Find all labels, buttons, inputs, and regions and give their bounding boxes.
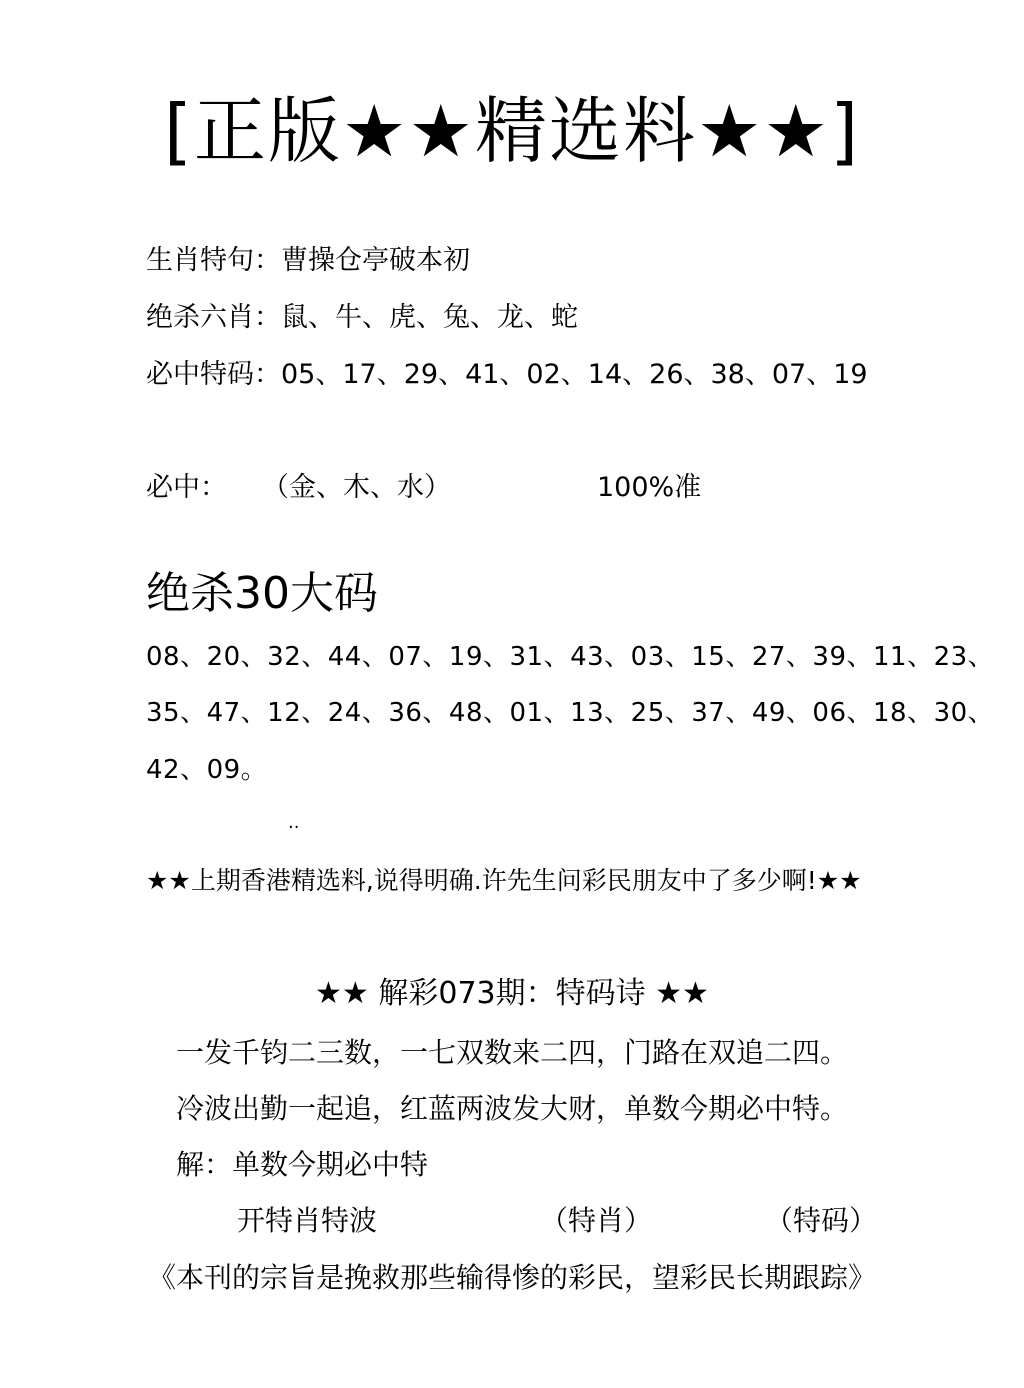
- accuracy-badge: 100%准: [597, 472, 702, 503]
- poem-explain: 解：单数今期必中特: [176, 1148, 429, 1181]
- poem-line-2: 冷波出勤一起追，红蓝两波发大财，单数今期必中特。: [176, 1092, 849, 1125]
- kill-30-title: 绝杀30大码: [146, 568, 378, 619]
- stray-dots: ..: [288, 812, 300, 833]
- special-number: （特码）: [765, 1204, 878, 1237]
- special-zodiac: （特肖）: [540, 1204, 653, 1237]
- open-zodiac-wave: 开特肖特波: [237, 1204, 378, 1237]
- promo-line: ★★上期香港精选料,说得明确.许先生问彩民朋友中了多少啊!★★: [146, 866, 862, 895]
- kill-30-line-3: 42、09。: [146, 755, 268, 785]
- kill-six-zodiac: 绝杀六肖：鼠、牛、虎、兔、龙、蛇: [146, 302, 578, 333]
- must-hit-numbers: 必中特码：05、17、29、41、02、14、26、38、07、19: [146, 359, 868, 390]
- page-title: [正版★★精选料★★]: [163, 89, 861, 173]
- zodiac-riddle: 生肖特句：曹操仓亭破本初: [146, 245, 470, 276]
- poem-line-1: 一发千钧二三数，一七双数来二四，门路在双追二四。: [176, 1036, 849, 1069]
- kill-30-line-2: 35、47、12、24、36、48、01、13、25、37、49、06、18、30、: [146, 698, 995, 728]
- must-hit-label: 必中：: [146, 472, 227, 503]
- must-hit-elements: （金、木、水）: [262, 472, 451, 503]
- footer-motto: 《本刊的宗旨是挽救那些输得惨的彩民，望彩民长期跟踪》: [147, 1261, 876, 1294]
- poem-heading: ★★ 解彩073期：特码诗 ★★: [315, 976, 709, 1011]
- kill-30-line-1: 08、20、32、44、07、19、31、43、03、15、27、39、11、23、: [146, 642, 995, 672]
